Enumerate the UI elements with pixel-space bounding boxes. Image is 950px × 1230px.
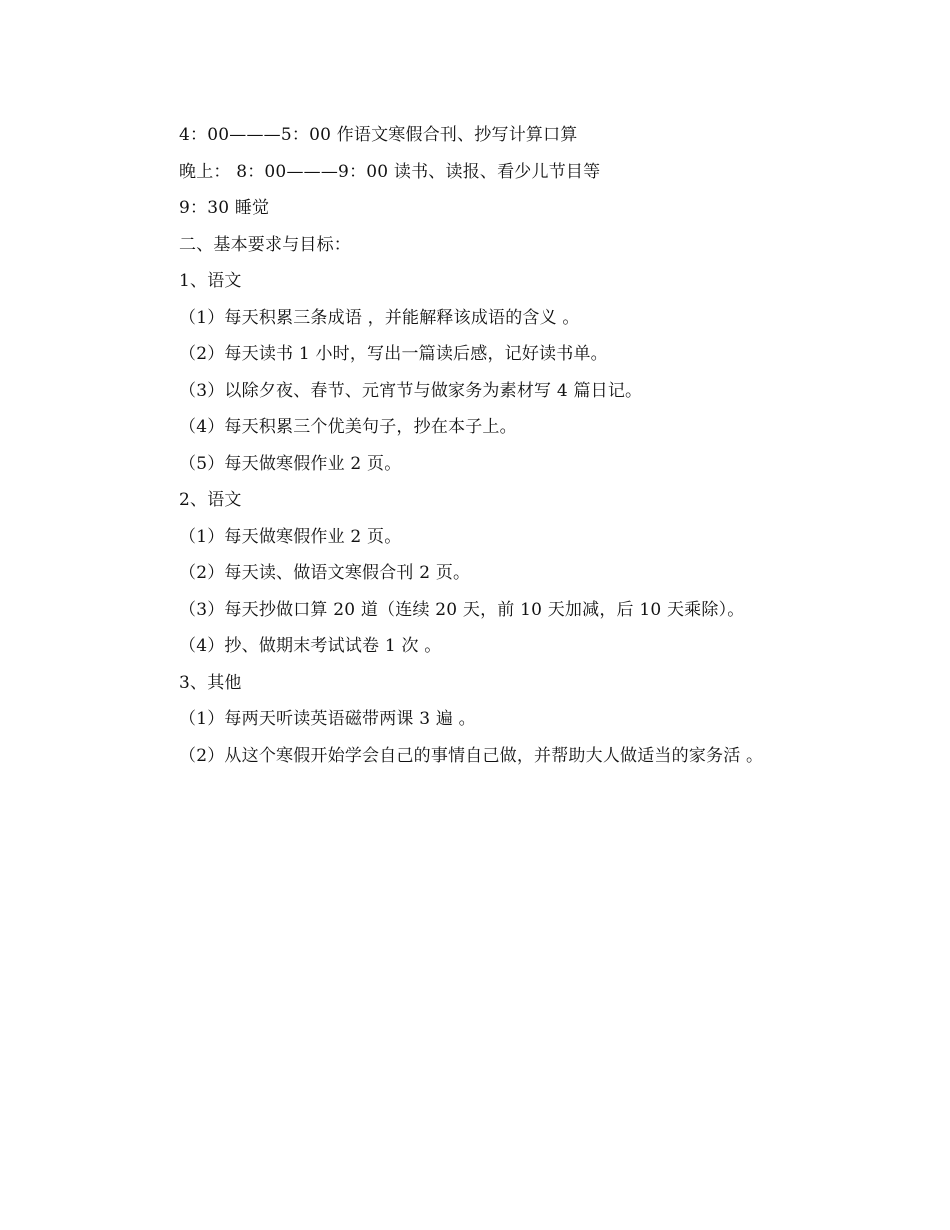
schedule-line-afternoon: 4：00———5：00 作语文寒假合刊、抄写计算口算: [179, 125, 578, 145]
list-item: （1）每天积累三条成语 ，并能解释该成语的含义 。: [179, 307, 580, 328]
schedule-line-evening: 晚上： 8：00———9：00 读书、读报、看少儿节目等: [179, 161, 601, 182]
list-item-wrapped: （2）从这个寒假开始学会自己的事情自己做，并帮助大人做适当的家务活 。: [179, 745, 764, 766]
group-title-other: 3、其他: [179, 672, 242, 693]
group-title-chinese: 1、语文: [179, 271, 242, 291]
list-item: （4）每天积累三个优美句子，抄在本子上。: [179, 417, 517, 437]
list-item: （3）以除夕夜、春节、元宵节与做家务为素材写 4 篇日记。: [179, 380, 643, 401]
group-title-math: 2、语文: [179, 490, 242, 510]
list-item: （5）每天做寒假作业 2 页。: [179, 453, 402, 474]
schedule-line-sleep: 9：30 睡觉: [179, 198, 270, 218]
list-item: （4）抄、做期末考试试卷 1 次 。: [179, 636, 442, 656]
list-item: （2）每天读、做语文寒假合刊 2 页。: [179, 563, 471, 583]
list-item: （1）每天做寒假作业 2 页。: [179, 526, 402, 547]
list-item: （3）每天抄做口算 20 道（连续 20 天，前 10 天加减，后 10 天乘除）。: [179, 599, 745, 620]
document-body: [143, 117, 783, 774]
list-item: （2）每天读书 1 小时，写出一篇读后感，记好读书单。: [179, 344, 608, 364]
list-item: （1）每两天听读英语磁带两课 3 遍 。: [179, 709, 476, 729]
section-heading: 二、基本要求与目标：: [179, 234, 351, 255]
